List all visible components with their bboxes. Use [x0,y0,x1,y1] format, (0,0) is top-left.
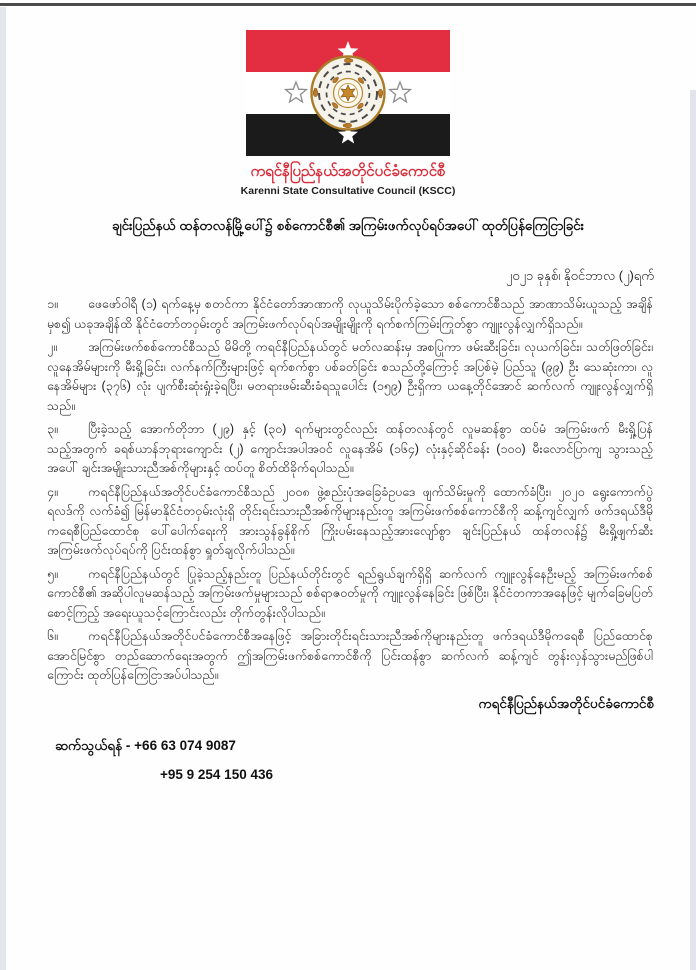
statement-date: ၂၀၂၁ ခုနှစ်၊ နိုဝင်ဘာလ (၂)ရက် [505,268,654,283]
paragraph-1-text: ဖေဖော်ဝါရီ (၁) ရက်နေ့မှ စတင်ကာ နိုင်ငံတော်အာဏာကို လုယူသိမ်းပိုက်ခဲ့သော စစ်ကောင်စီသည် အာဏာသိမ်းယူသည့် အချိန်မှစ၍ ယခုအချိန်ထိ နိုင်ငံတော်တဝှမ်းတွင် အကြမ်းဖက်လုပ်ရပ်အမျိုးမျိုးကို ရက်စက်ကြမ်းကြုတ်စွာ ကျူးလွန်လျှက်ရှိသည်။ [47,297,653,331]
paragraph-1-number: ၁။ [47,297,58,311]
frog-drum-emblem-icon [312,57,385,130]
contact-label: ဆက်သွယ်ရန် - [55,737,131,753]
paragraph-6 [47,627,653,686]
statement-body [47,295,653,686]
paragraph-4-number: ၄။ [47,484,58,499]
paragraph-5-number: ၅။ [47,566,58,581]
paragraph-5-text: ကရင်နီပြည်နယ်တွင် ပြုခဲ့သည့်နည်းတူ ပြည်နယ်တိုင်းတွင် ရည်ရွယ်ချက်ရှိရှိ ဆက်လက် ကျူးလွန်နေဦးမည့် အကြမ်းဖက်စစ်ကောင်စီ၏ အဆိုပါလူမဆန်သည့် အကြမ်းဖက်မှုများသည် စစ်ရာဇဝတ်မှုကို ကျူးလွန်နေခြင်း ဖြစ်ပြီး၊ နိုင်ငံတကာအနေဖြင့် မျက်ခြေမပြတ် စောင့်ကြည့် အရေးယူသင့်ကြောင်းလည်း တိုက်တွန်းလိုပါသည်။ [47,566,653,620]
contact-phone-1: +66 63 074 9087 [134,737,236,753]
paragraph-2 [47,338,653,416]
karenni-flag [246,30,450,156]
karenni-flag-graphic [246,30,450,156]
contact-line-2 [160,765,696,784]
paragraph-3-number: ၃။ [47,422,58,436]
paragraph-3-text: ပြီးခဲ့သည့် အောက်တိုဘာ (၂၉) နှင့် (၃၀) ရက်များတွင်လည်း ထန်တလန်တွင် လူမဆန်စွာ ထပ်မံ အကြမ်းဖက် မီးရှို့ပြန်သည့်အတွက် ခရစ်ယာန်ဘုရားကျောင်း (၂) ကျောင်းအပါအဝင် လူနေအိမ် (၁၆၄) လုံးနှင့်ဆိုင်ခန်း (၁၀၀) မီးလောင်ပြာကျ သွားသည့်အပေါ် ချင်းအမျိုးသားညီအစ်ကိုများနှင့် ထပ်တူ စိတ်ထိခိုက်ရပါသည်။ [47,422,653,475]
paragraph-5 [47,565,653,624]
org-name-english: Karenni State Consultative Council (KSCC) [240,185,456,197]
paragraph-3 [47,420,653,479]
paragraph-4 [47,483,653,561]
paragraph-6-text: ကရင်နီပြည်နယ်အတိုင်ပင်ခံကောင်စီအနေဖြင့် အခြားတိုင်းရင်းသားညီအစ်ကိုများနည်းတူ ဖက်ဒရယ်ဒီမိုကရေစီ ပြည်ထောင်စု အောင်မြင်စွာ တည်ဆောက်ရေးအတွက် ဤအကြမ်းဖက်စစ်ကောင်စီကို ပြင်းထန်စွာ ဆက်လက် ဆန့်ကျင် တွန်းလှန်သွားမည်ဖြစ်ပါကြောင်း ထုတ်ပြန်ကြေငြာအပ်ပါသည်။ [47,629,653,682]
paragraph-2-number: ၂။ [47,340,57,354]
org-name-burmese: ကရင်နီပြည်နယ်အတိုင်ပင်ခံကောင်စီ [250,163,446,180]
paragraph-4-text: ကရင်နီပြည်နယ်အတိုင်ပင်ခံကောင်စီသည် ၂၀၀၈ ဖွဲ့စည်းပုံအခြေခံဥပဒေ ဖျက်သိမ်းမှုကို ထောက်ခံပြီး၊ ၂၀၂၀ ရွေးကောက်ပွဲရလဒ်ကို လက်ခံ၍ မြန်မာနိုင်ငံတဝှမ်းလုံးရှိ တိုင်းရင်းသားညီအစ်ကိုများနည်းတူ အကြမ်းဖက်စစ်ကောင်စီကို ဆန့်ကျင်လျှက် ဖက်ဒရယ်ဒီမိုကရေစီပြည်ထောင်စု ပေါ်ပေါက်ရေးကို အားသွန်ခွန်စိုက် ကြိုးပမ်းနေသည့်အားလျော်စွာ ချင်းပြည်နယ် ထန်တလန်၌ မီးရှို့ဖျက်ဆီးအကြမ်းဖက်လုပ်ရပ်ကို ပြင်းထန်စွာ ရှုတ်ချလိုက်ပါသည်။ [47,484,653,557]
paragraph-2-text: အကြမ်းဖက်စစ်ကောင်စီသည် မိမိတို့ ကရင်နီပြည်နယ်တွင် မတ်လဆန်းမှ အစပြုကာ ဖမ်းဆီးခြင်း၊ လုယက်ခြင်း၊ သတ်ဖြတ်ခြင်း၊ လူနေအိမ်များကို မီးရှို့ခြင်း၊ လက်နက်ကြီးများဖြင့် ရက်စက်စွာ ပစ်ခတ်ခြင်း စသည်တို့ကြောင့် အပြစ်မဲ့ ပြည်သူ (၉၉) ဦး သေဆုံးကာ၊ လူနေအိမ်များ (၃၇၆) လုံး ပျက်စီးဆုံးရှုံးခဲ့ရပြီး၊ မတရားဖမ်းဆီးခံရသူပေါင်း (၁၅၉) ဦးရှိကာ ယနေ့တိုင်အောင် ဆက်လက် ကျူးလွန်လျှက်ရှိသည်။ [47,340,653,413]
paragraph-6-number: ၆။ [47,629,58,643]
contact-phone-2: +95 9 254 150 436 [160,766,273,782]
signature-org-name: ကရင်နီပြည်နယ်အတိုင်ပင်ခံကောင်စီ [478,695,654,711]
statement-title: ချင်းပြည်နယ် ထန်တလန်မြို့ပေါ်၌ စစ်ကောင်စီ၏ အကြမ်းဖက်လုပ်ရပ်အပေါ် ထုတ်ပြန်ကြေငြာခြင်း [111,218,585,233]
contact-line-1 [55,736,696,755]
paragraph-1 [47,295,653,334]
